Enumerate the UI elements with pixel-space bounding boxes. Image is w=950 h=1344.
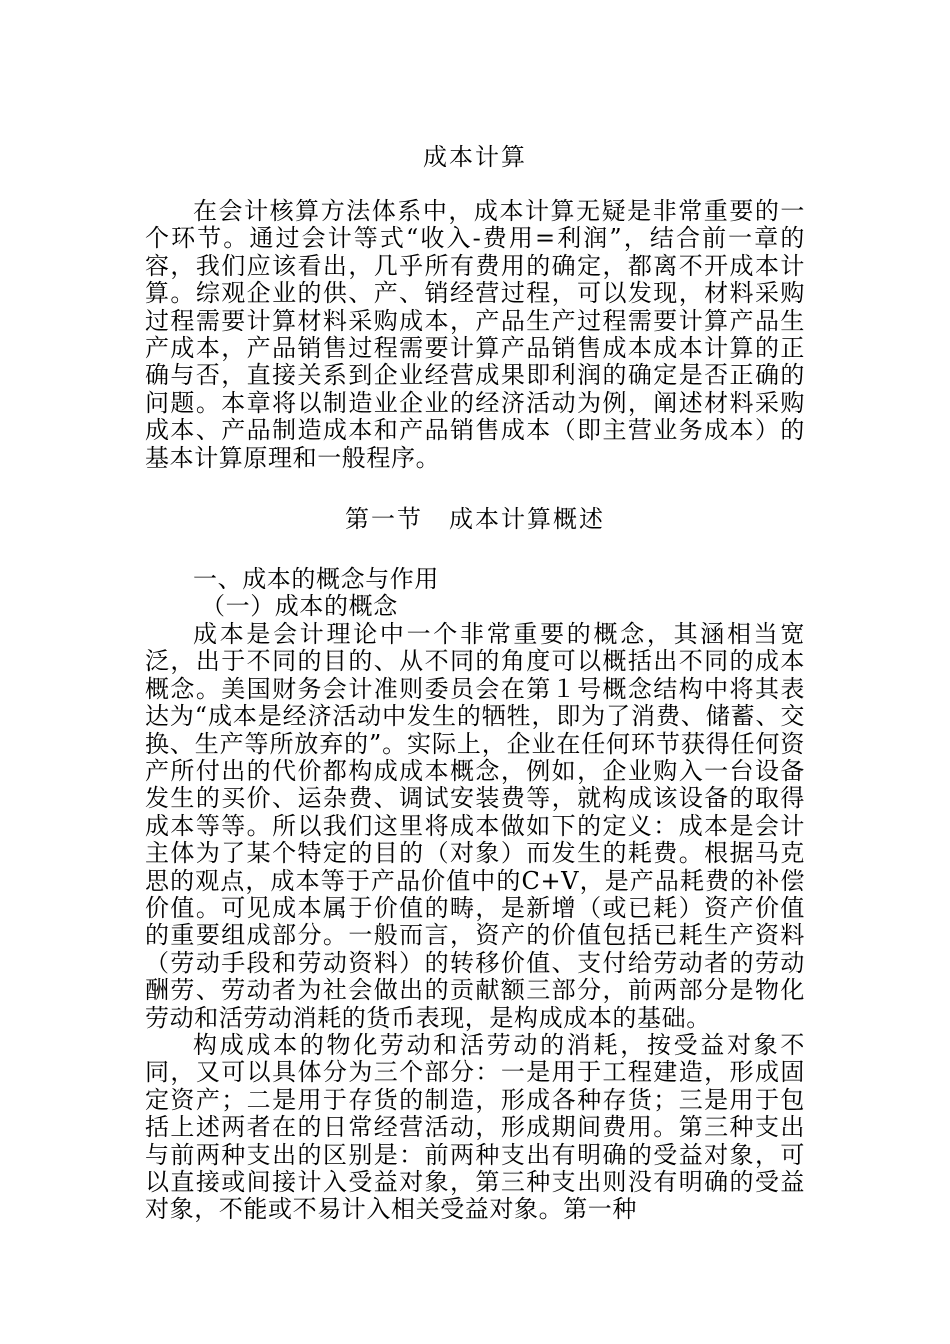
document-title: 成本计算 bbox=[423, 143, 527, 171]
body-paragraph-2: 构成成本的物化劳动和活劳动的消耗，按受益对象不同，又可以具体分为三个部分：一是用于工程建造，形成固定资产；二是用于存货的制造，形成各种存货；三是用于包括上述两者在的日常经营活动，形成期间费用。第三种支出与前两种支出的区别是：前两种支出有明确的受益对象，可以直接或间接计入受益对象，第三种支出则没有明确的受益对象，不能或不易计入相关受益对象。第一种 bbox=[145, 1030, 805, 1224]
intro-paragraph: 在会计核算方法体系中，成本计算无疑是非常重要的一个环节。通过会计等式“收入-费用=利润”，结合前一章的容，我们应该看出，几乎所有费用的确定，都离不开成本计算。综观企业的供、产、销经营过程，可以发现，材料采购过程需要计算材料采购成本，产品生产过程需要计算产品生产成本，产品销售过程需要计算产品销售成本成本计算的正确与否，直接关系到企业经营成果即利润的确定是否正确的问题。本章将以制造业企业的经济活动为例，阐述材料采购成本、产品制造成本和产品销售成本（即主营业务成本）的基本计算原理和一般程序。 bbox=[145, 197, 805, 472]
document-page bbox=[145, 140, 805, 1224]
section-title: 第一节 成本计算概述 bbox=[345, 505, 605, 534]
body-paragraph-1: 成本是会计理论中一个非常重要的概念，其涵相当宽泛，出于不同的目的、从不同的角度可以概括出不同的成本概念。美国财务会计准则委员会在第１号概念结构中将其表达为“成本是经济活动中发生的牺牲，即为了消费、储蓄、交换、生产等所放弃的”。实际上，企业在任何环节获得任何资产所付出的代价都构成成本概念，例如，企业购入一台设备发生的买价、运杂费、调试安装费等，就构成该设备的取得成本等等。所以我们这里将成本做如下的定义：成本是会计主体为了某个特定的目的（对象）而发生的耗费。根据马克思的观点，成本等于产品价值中的C+V，是产品耗费的补偿价值。可见成本属于价值的畴，是新增（或已耗）资产价值的重要组成部分。一般而言，资产的价值包括已耗生产资料（劳动手段和劳动资料）的转移价值、支付给劳动者的劳动酬劳、劳动者为社会做出的贡献额三部分，前两部分是物化劳动和活劳动消耗的货币表现，是构成成本的基础。 bbox=[145, 619, 805, 1032]
heading-level-2: （一）成本的概念 bbox=[201, 592, 398, 621]
heading-level-1: 一、成本的概念与作用 bbox=[193, 565, 439, 594]
